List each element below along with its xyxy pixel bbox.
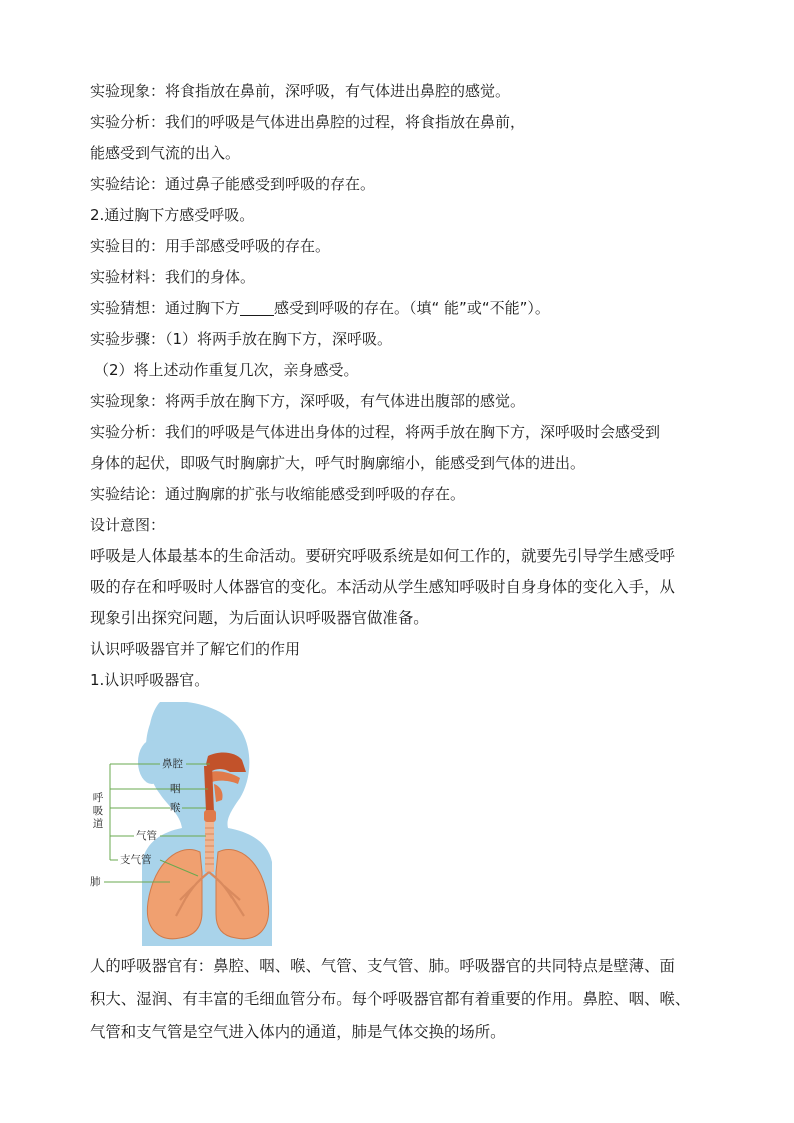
- label-larynx: 喉: [170, 802, 181, 814]
- summary-line: 积大、湿润、有丰富的毛细血管分布。每个呼吸器官都有着重要的作用。鼻腔、咽、喉、: [90, 990, 691, 1008]
- summary-paragraph: [90, 950, 710, 1049]
- text-line: 身体的起伏，即吸气时胸廓扩大，呼气时胸廓缩小，能感受到气体的进出。: [90, 454, 586, 472]
- text-line: 实验分析：我们的呼吸是气体进出鼻腔的过程，将食指放在鼻前，: [90, 113, 526, 131]
- text-line: 实验分析：我们的呼吸是气体进出身体的过程，将两手放在胸下方，深呼吸时会感受到: [90, 423, 661, 441]
- label-lung: 肺: [90, 876, 101, 888]
- text-line: 设计意图：: [90, 516, 166, 534]
- text-line: 实验步骤：（1）将两手放在胸下方，深呼吸。: [90, 330, 393, 348]
- label-airway: 呼吸道: [92, 792, 104, 830]
- document-body: [90, 76, 710, 1049]
- text-line: 实验现象：将两手放在胸下方，深呼吸，有气体进出腹部的感觉。: [90, 392, 526, 410]
- design-line: 现象引出探究问题，为后面认识呼吸器官做准备。: [90, 609, 429, 627]
- text-line: 实验目的：用手部感受呼吸的存在。: [90, 237, 331, 255]
- larynx-shape: [204, 810, 216, 822]
- subsection-title: 1.认识呼吸器官。: [90, 671, 210, 689]
- text-line: 实验现象：将食指放在鼻前，深呼吸，有气体进出鼻腔的感觉。: [90, 82, 511, 100]
- text-line: 2.通过胸下方感受呼吸。: [90, 206, 255, 224]
- text-line: （2）将上述动作重复几次，亲身感受。: [94, 361, 359, 379]
- label-bronchus: 支气管: [120, 854, 152, 866]
- summary-line: 气管和支气管是空气进入体内的通道，肺是气体交换的场所。: [90, 1023, 506, 1041]
- label-nasal-cavity: 鼻腔: [162, 758, 183, 770]
- guess-before: 实验猜想：通过胸下方: [90, 299, 241, 317]
- text-line: 实验结论：通过鼻子能感受到呼吸的存在。: [90, 175, 376, 193]
- design-line: 吸的存在和呼吸时人体器官的变化。本活动从学生感知呼吸时自身身体的变化入手，从: [90, 578, 675, 596]
- text-line: 实验结论：通过胸廓的扩张与收缩能感受到呼吸的存在。: [90, 485, 466, 503]
- section-title: 认识呼吸器官并了解它们的作用: [90, 640, 301, 658]
- label-trachea: 气管: [136, 830, 157, 842]
- design-line: 呼吸是人体最基本的生命活动。要研究呼吸系统是如何工作的，就要先引导学生感受呼: [90, 547, 675, 565]
- summary-line: 人的呼吸器官有：鼻腔、咽、喉、气管、支气管、肺。呼吸器官的共同特点是壁薄、面: [90, 957, 675, 975]
- guess-after: 感受到呼吸的存在。（填“ 能”或“不能”）。: [274, 299, 550, 317]
- respiratory-illustration: [90, 702, 275, 946]
- text-line: 能感受到气流的出入。: [90, 144, 241, 162]
- fill-in-blank: [240, 297, 274, 316]
- respiratory-system-figure: [90, 702, 275, 946]
- guess-line: [90, 293, 710, 324]
- label-pharynx: 咽: [170, 783, 181, 795]
- text-line: 实验材料：我们的身体。: [90, 268, 256, 286]
